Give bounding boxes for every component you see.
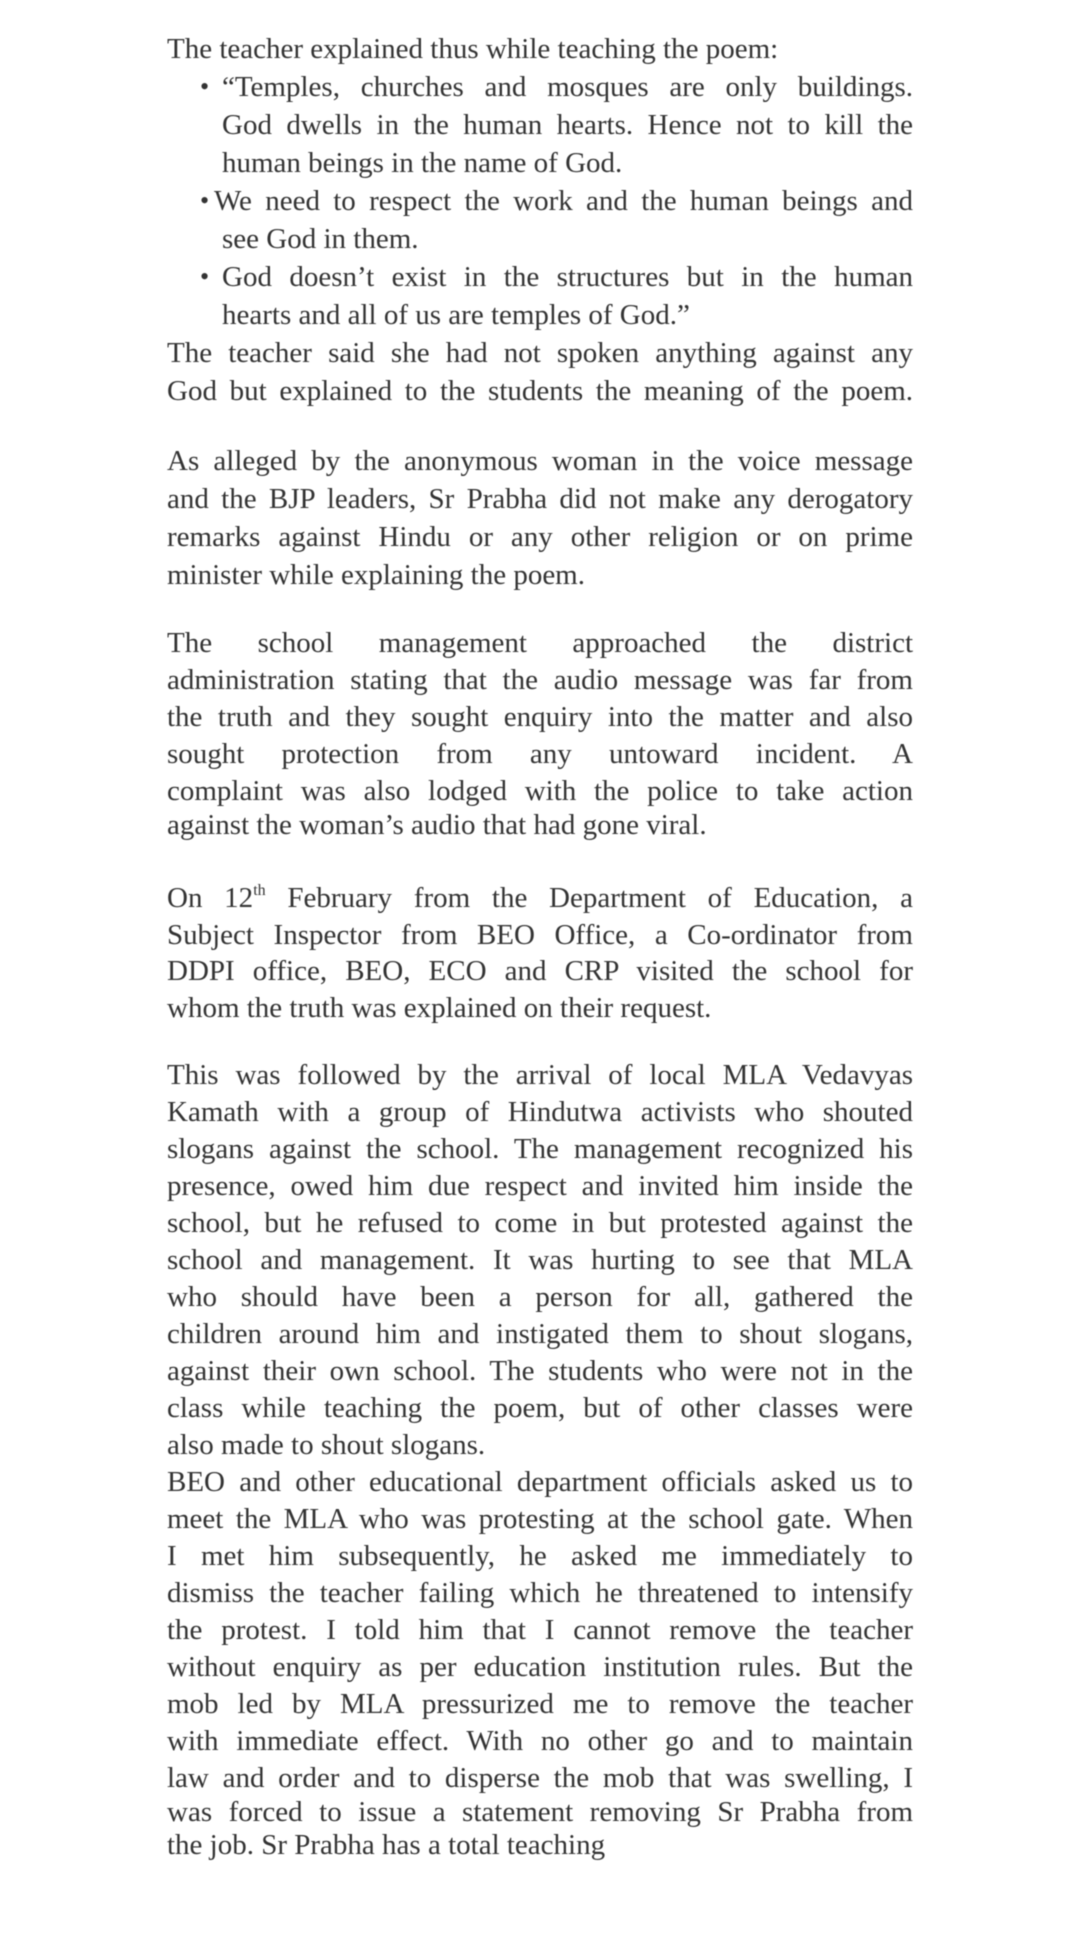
para-2-line-3: remarks against Hindu or any other religion or on prime [167,521,913,553]
para-6-line-6: without enquiry as per education institution rules. But the [167,1651,913,1683]
para-3-line-2: administration stating that the audio message was far from [167,664,913,696]
para-6-line-4: dismiss the teacher failing which he threatened to intensify [167,1577,913,1609]
bullet-2-line-1: We need to respect the work and the human beings and [214,185,913,217]
date-prefix: On 12 [167,882,254,914]
para-5-line-5: school, but he refused to come in but protested against the [167,1207,913,1239]
para-6-line-9: law and order and to disperse the mob that was swelling, I [167,1762,913,1794]
para-4-line-4: whom the truth was explained on their request. [167,992,712,1024]
bullet-1-line-1: “Temples, churches and mosques are only buildings. [222,71,913,103]
date-superscript: th [253,882,266,899]
para-3-line-1: The school management approached the district [167,627,913,659]
intro-line: The teacher explained thus while teaching the poem: [167,33,779,65]
para-2-line-2: and the BJP leaders, Sr Prabha did not make any derogatory [167,483,913,515]
para-5-line-9: against their own school. The students who were not in the [167,1355,913,1387]
bullet-1-line-3: human beings in the name of God. [222,147,623,179]
para-2-line-1: As alleged by the anonymous woman in the voice message [167,445,913,477]
para-5-line-2: Kamath with a group of Hindutwa activists who shouted [167,1096,913,1128]
para-6-line-11: the job. Sr Prabha has a total teaching [167,1829,606,1861]
para-6-line-5: the protest. I told him that I cannot remove the teacher [167,1614,913,1646]
bullet-icon: • [200,72,210,101]
para-5-line-7: who should have been a person for all, gathered the [167,1281,913,1313]
para-5-line-1: This was followed by the arrival of local MLA Vedavyas [167,1059,913,1091]
date-rest: February from the Department of Education, a [265,882,913,914]
bullet-icon: • [200,186,210,215]
para-5-line-10: class while teaching the poem, but of other classes were [167,1392,913,1424]
bullet-3-line-1: God doesn’t exist in the structures but in the human [222,261,913,293]
para-6-line-3: I met him subsequently, he asked me immediately to [167,1540,913,1572]
para-4-line-1 [167,879,913,917]
para-4-line-3: DDPI office, BEO, ECO and CRP visited the school for [167,955,913,987]
bullet-icon: • [200,262,210,291]
bullet-2-line-2: see God in them. [222,223,419,255]
para-6-line-10: was forced to issue a statement removing Sr Prabha from [167,1796,913,1828]
para-6-line-1: BEO and other educational department officials asked us to [167,1466,913,1498]
para-6-line-2: meet the MLA who was protesting at the school gate. When [167,1503,913,1535]
para-5-line-4: presence, owed him due respect and invited him inside the [167,1170,913,1202]
para-1-line-2: God but explained to the students the meaning of the poem. [167,375,913,407]
para-6-line-7: mob led by MLA pressurized me to remove the teacher [167,1688,913,1720]
para-5-line-6: school and management. It was hurting to see that MLA [167,1244,913,1276]
para-3-line-3: the truth and they sought enquiry into the matter and also [167,701,913,733]
bullet-3-line-2: hearts and all of us are temples of God.” [222,299,690,331]
para-3-line-6: against the woman’s audio that had gone viral. [167,809,707,841]
para-1-line-1: The teacher said she had not spoken anything against any [167,337,913,369]
para-3-line-4: sought protection from any untoward incident. A [167,738,913,770]
para-5-line-3: slogans against the school. The management recognized his [167,1133,913,1165]
para-6-line-8: with immediate effect. With no other go and to maintain [167,1725,913,1757]
para-5-line-11: also made to shout slogans. [167,1429,486,1461]
para-5-line-8: children around him and instigated them to shout slogans, [167,1318,913,1350]
para-2-line-4: minister while explaining the poem. [167,559,585,591]
bullet-1-line-2: God dwells in the human hearts. Hence not to kill the [222,109,913,141]
para-3-line-5: complaint was also lodged with the police to take action [167,775,913,807]
para-4-line-2: Subject Inspector from BEO Office, a Co-ordinator from [167,919,913,951]
